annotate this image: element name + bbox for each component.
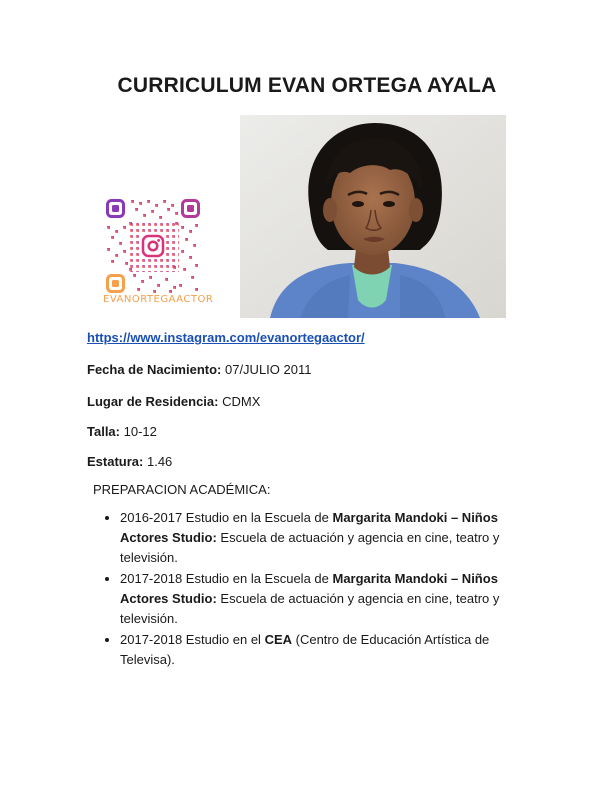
size-label: Talla: — [87, 424, 120, 439]
residence-value: CDMX — [218, 394, 261, 409]
residence-field — [87, 394, 260, 409]
birth-date-label: Fecha de Nacimiento: — [87, 362, 222, 377]
education-item — [120, 569, 540, 629]
instagram-profile-link[interactable]: https://www.instagram.com/evanortegaactor/ — [87, 330, 365, 345]
size-field — [87, 424, 157, 439]
education-detail: (Centro de Educación Artística de Televisa). — [120, 632, 490, 667]
education-list — [87, 508, 540, 671]
birth-date-value: 07/JULIO 2011 — [221, 362, 312, 377]
portrait-photo — [240, 115, 506, 318]
page-title: CURRICULUM EVAN ORTEGA AYALA — [117, 74, 497, 97]
education-years: 2016-2017 Estudio en la Escuela de — [120, 510, 333, 525]
education-section-title: PREPARACION ACADÉMICA: — [93, 482, 271, 497]
size-value: 10-12 — [120, 424, 157, 439]
education-school: CEA — [264, 632, 293, 647]
height-field — [87, 454, 172, 469]
education-school: Margarita Mandoki – Niños Actores Studio: — [120, 510, 498, 545]
birth-date-field — [87, 362, 311, 377]
education-detail: Escuela de actuación y agencia en cine, teatro y televisión. — [120, 530, 500, 565]
education-item — [120, 508, 540, 568]
education-years: 2017-2018 Estudio en el — [120, 632, 265, 647]
height-label: Estatura: — [87, 454, 144, 469]
education-item — [120, 630, 540, 670]
instagram-handle: EVANORTEGAACTOR — [103, 294, 214, 305]
education-years: 2017-2018 Estudio en la Escuela de — [120, 571, 333, 586]
instagram-qr-code — [105, 198, 201, 294]
height-value: 1.46 — [143, 454, 173, 469]
education-school: Margarita Mandoki – Niños Actores Studio: — [120, 571, 498, 606]
education-detail: Escuela de actuación y agencia en cine, teatro y televisión. — [120, 591, 500, 626]
residence-label: Lugar de Residencia: — [87, 394, 219, 409]
